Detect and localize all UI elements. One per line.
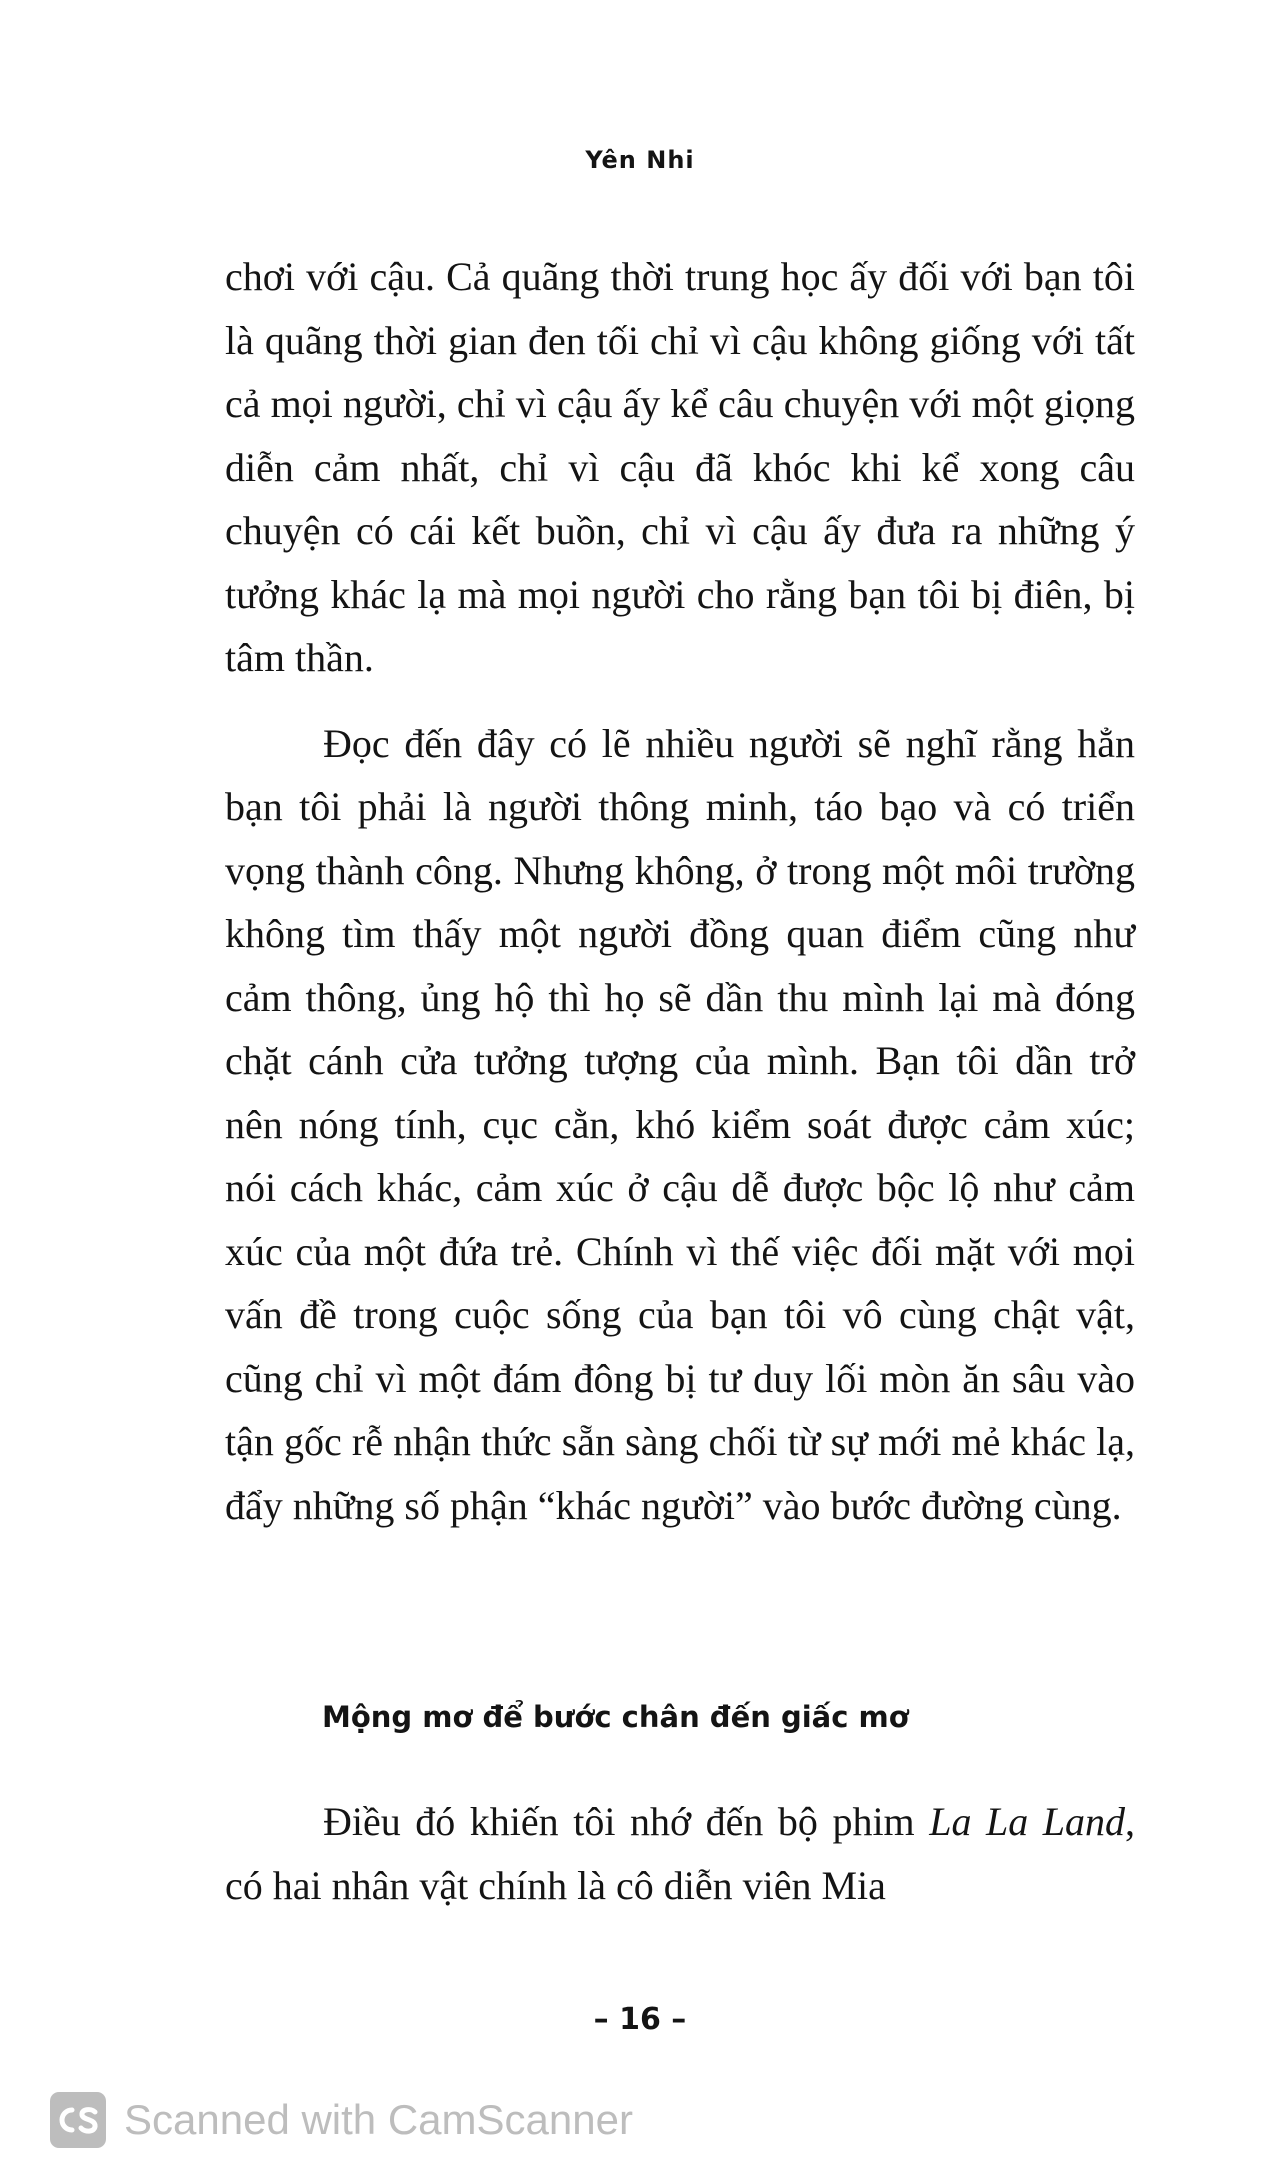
paragraph-3	[225, 1790, 1135, 1917]
paragraph-1: chơi với cậu. Cả quãng thời trung học ấy đối với bạn tôi là quãng thời gian đen tối chỉ vì cậu không giống với tất cả mọi người, chỉ vì cậu ấy kể câu chuyện với một giọng diễn cảm nhất, chỉ vì cậu đã khóc khi kể xong câu chuyện có cái kết buồn, chỉ vì cậu ấy đưa ra những ý tưởng khác lạ mà mọi người cho rằng bạn tôi bị điên, bị tâm thần.	[225, 254, 1135, 680]
section-heading: Mộng mơ để bước chân đến giấc mơ	[322, 1700, 909, 1734]
camscanner-watermark	[50, 2092, 633, 2148]
paragraph-2: Đọc đến đây có lẽ nhiều người sẽ nghĩ rằng hẳn bạn tôi phải là người thông minh, táo bạo và có triển vọng thành công. Nhưng không, ở trong một môi trường không tìm thấy một người đồng quan điểm cũng như cảm thông, ủng hộ thì họ sẽ dần thu mình lại mà đóng chặt cánh cửa tưởng tượng của mình. Bạn tôi dần trở nên nóng tính, cục cằn, khó kiểm soát được cảm xúc; nói cách khác, cảm xúc ở cậu dễ được bộc lộ như cảm xúc của một đứa trẻ. Chính vì thế việc đối mặt với mọi vấn đề trong cuộc sống của bạn tôi vô cùng chật vật, cũng chỉ vì một đám đông bị tư duy lối mòn ăn sâu vào tận gốc rễ nhận thức sẵn sàng chối từ sự mới mẻ khác lạ, đẩy những số phận “khác người” vào bước đường cùng.	[225, 720, 1135, 1528]
watermark-text: Scanned with CamScanner	[124, 2096, 633, 2143]
camscanner-logo-icon	[50, 2092, 106, 2148]
body-text	[225, 245, 1135, 1537]
movie-title: La La Land	[929, 1799, 1125, 1844]
paragraph-3-start: Điều đó khiến tôi nhớ đến bộ phim	[323, 1799, 930, 1844]
page-number: – 16 –	[593, 2002, 687, 2037]
paragraph-3-end: , có hai nhân vật chính là cô diễn viên Mia	[225, 1799, 1135, 1908]
running-head: Yên Nhi	[585, 146, 695, 174]
